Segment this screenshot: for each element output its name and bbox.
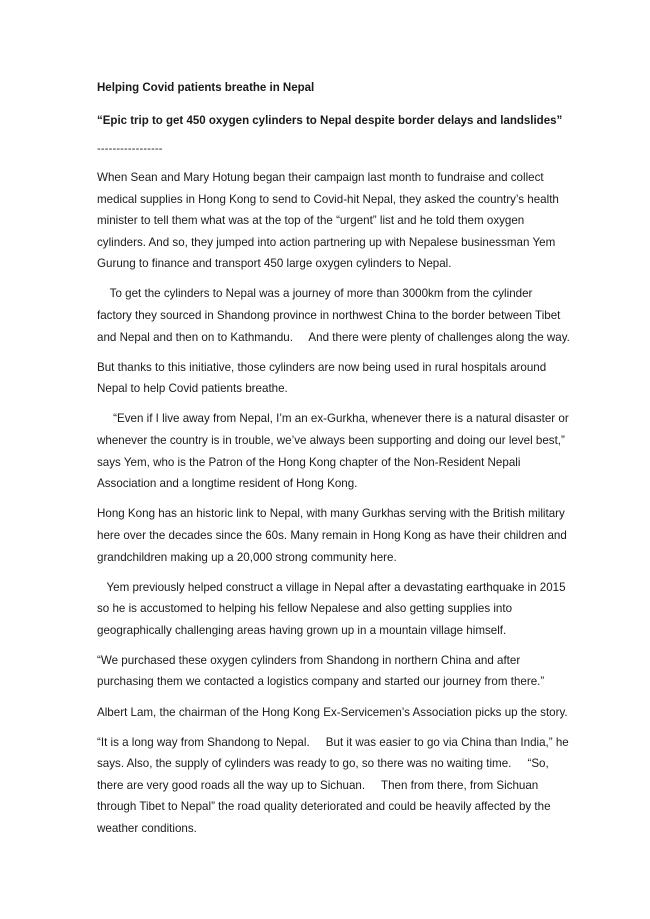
paragraph-line: Gurung to finance and transport 450 large oxygen cylinders to Nepal. [97, 257, 452, 271]
paragraph-line: To get the cylinders to Nepal was a journey of more than 3000km from the cylinder [97, 287, 533, 301]
paragraph [97, 732, 567, 840]
paragraph-line: whenever the country is in trouble, we’ve always been supporting and doing our level best,” [97, 434, 565, 448]
paragraph-line: factory they sourced in Shandong province in northwest China to the border between Tibet [97, 309, 561, 323]
paragraph [97, 283, 570, 348]
paragraph [97, 503, 567, 568]
paragraph-line: purchasing them we contacted a logistics company and started our journey from there.” [97, 675, 545, 689]
paragraph-line: so he is accustomed to helping his fellow Nepalese and also getting supplies into [97, 602, 513, 616]
paragraph [97, 408, 567, 494]
divider-line: ----------------- [97, 143, 163, 155]
article-body [97, 167, 570, 840]
paragraph-line: through Tibet to Nepal” the road quality deteriorated and could be heavily affected by the [97, 800, 551, 814]
document-subtitle: “Epic trip to get 450 oxygen cylinders to Nepal despite border delays and landslides” [97, 115, 563, 127]
paragraph-line: Hong Kong has an historic link to Nepal, with many Gurkhas serving with the British military [97, 507, 565, 521]
paragraph-line: weather conditions. [97, 822, 197, 836]
paragraph-line: Yem previously helped construct a village in Nepal after a devastating earthquake in 2015 [97, 580, 566, 594]
paragraph-line: here over the decades since the 60s. Many remain in Hong Kong as have their children and [97, 528, 567, 542]
paragraph-line: When Sean and Mary Hotung began their campaign last month to fundraise and collect [97, 171, 544, 184]
paragraph-line: says Yem, who is the Patron of the Hong Kong chapter of the Non-Resident Nepali [97, 455, 521, 469]
paragraph-line: grandchildren making up a 20,000 strong community here. [97, 550, 397, 564]
document-title: Helping Covid patients breathe in Nepal [97, 82, 315, 94]
paragraph [97, 357, 567, 400]
paragraph-line: says. Also, the supply of cylinders was ready to go, so there was no waiting time. “So, [97, 757, 549, 771]
paragraph [97, 650, 567, 693]
paragraph [97, 577, 567, 642]
paragraph-line: “It is a long way from Shandong to Nepal. But it was easier to go via China than India,” he [97, 735, 569, 749]
paragraph [97, 167, 567, 275]
paragraph-line: there are very good roads all the way up to Sichuan. Then from there, from Sichuan [97, 778, 539, 792]
paragraph-line: Albert Lam, the chairman of the Hong Kong Ex-Servicemen’s Association picks up the story. [97, 705, 568, 719]
paragraph-line: Nepal to help Covid patients breathe. [97, 382, 288, 396]
paragraph [97, 702, 567, 724]
paragraph-line: Association and a longtime resident of Hong Kong. [97, 477, 358, 491]
document-page [97, 80, 570, 848]
paragraph-line: minister to tell them what was at the top of the “urgent” list and he told them oxygen [97, 214, 525, 228]
paragraph-line: “Even if I live away from Nepal, I’m an ex-Gurkha, whenever there is a natural disaster or [97, 412, 569, 426]
paragraph-line: cylinders. And so, they jumped into action partnering up with Nepalese businessman Yem [97, 235, 556, 249]
paragraph-line: But thanks to this initiative, those cylinders are now being used in rural hospitals around [97, 360, 547, 374]
paragraph-line: “We purchased these oxygen cylinders from Shandong in northern China and after [97, 653, 521, 667]
paragraph-line: geographically challenging areas having grown up in a mountain village himself. [97, 623, 507, 637]
paragraph-line: and Nepal and then on to Kathmandu. And there were plenty of challenges along the way. [97, 330, 570, 344]
paragraph-line: medical supplies in Hong Kong to send to Covid-hit Nepal, they asked the country’s health [97, 192, 559, 206]
